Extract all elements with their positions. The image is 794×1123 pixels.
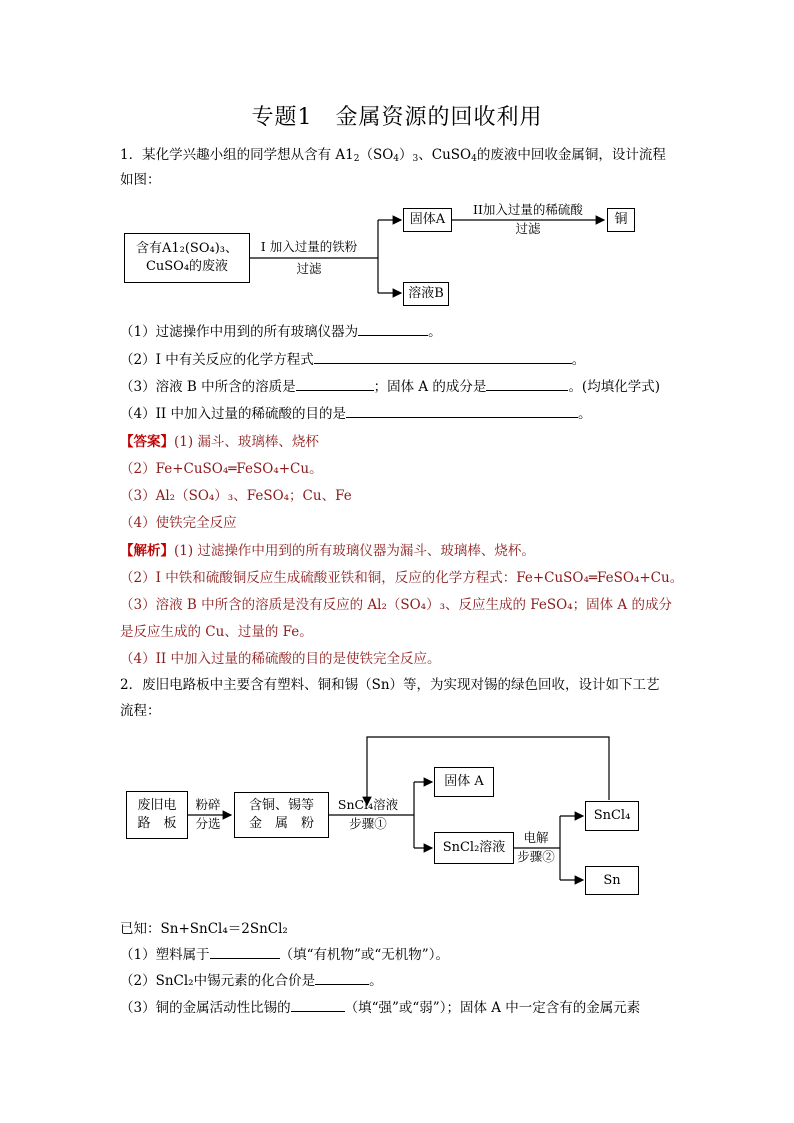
q1-answer4: （4）使铁完全反应: [120, 515, 237, 531]
q2-sub3: （3）铜的金属活动性比锡的 （填“强”或“弱”）；固体 A 中一定含有的金属元素: [120, 1000, 641, 1016]
q2-sncl2-box: SnCl₂溶液: [434, 832, 514, 864]
q2-sub1: （1）塑料属于 （填“有机物”或“无机物”）。: [120, 947, 449, 963]
q1-step1-sublabel: 过滤: [296, 261, 322, 276]
q1-sub3: （3）溶液 B 中所含的溶质是 ；固体 A 的成分是 。(均填化学式): [120, 379, 660, 395]
q2-step2-label: 电解: [523, 830, 549, 845]
q1-answer2: （2）Fe+CuSO₄═FeSO₄+Cu。: [120, 461, 323, 477]
q2-sub2: （2）SnCl₂中锡元素的化合价是 。: [120, 973, 383, 989]
q1-stem-line2: 如图：: [120, 172, 161, 188]
q2-sn-box: Sn: [585, 866, 639, 895]
q2-sncl4-box: SnCl₄: [585, 801, 639, 831]
q1-answer3: （3）Al₂（SO₄）₃、FeSO₄；Cu、Fe: [120, 488, 352, 504]
q2-sort-label: 分选: [195, 816, 221, 831]
q1-analysis2: （2）I 中铁和硫酸铜反应生成硫酸亚铁和铜，反应的化学方程式：Fe+CuSO₄═FeSO₄+Cu。: [120, 570, 684, 586]
q2-solid-a-box: 固体 A: [434, 767, 494, 797]
q1-analysis4: （4）II 中加入过量的稀硫酸的目的是使铁完全反应。: [120, 651, 441, 667]
q1-sub2: （2）I 中有关反应的化学方程式 。: [120, 352, 586, 368]
q1-step1-label: I 加入过量的铁粉: [260, 239, 358, 254]
q2-known: 已知：Sn+SnCl₄＝2SnCl₂: [120, 921, 288, 937]
q1-analysis3b: 是反应生成的 Cu、过量的 Fe。: [120, 624, 313, 640]
q2-stem-line1: 2．废旧电路板中主要含有塑料、铜和锡（Sn）等，为实现对锡的绿色回收，设计如下工艺: [120, 677, 660, 693]
q1-step2-label: II加入过量的稀硫酸: [473, 202, 583, 217]
q1-start-box: 含有A1₂(SO₄)₃、 CuSO₄的废液: [124, 233, 250, 283]
q2-waste-board-box: 废旧电 路 板: [126, 791, 188, 839]
q1-analysis1: 【解析】(1) 过滤操作中用到的所有玻璃仪器为漏斗、玻璃棒、烧杯。: [120, 543, 535, 559]
q2-stem-line2: 流程：: [120, 703, 161, 719]
q1-analysis3: （3）溶液 B 中所含的溶质是没有反应的 Al₂（SO₄）₃、反应生成的 FeSO₄；固体 A 的成分: [120, 597, 672, 613]
q2-crush-label: 粉碎: [195, 797, 221, 812]
q1-step2-sublabel: 过滤: [515, 221, 541, 236]
q1-answer1: 【答案】(1) 漏斗、玻璃棒、烧杯: [120, 434, 319, 450]
q1-stem-line1: 1．某化学兴趣小组的同学想从含有 $A1_2(SO_4)_3$、CuSO$_4$的废液中回收金属铜，设计流程: [120, 147, 666, 164]
q1-sub1: （1）过滤操作中用到的所有玻璃仪器为 。: [120, 324, 442, 340]
q2-step1-label: SnCl₄溶液: [337, 797, 399, 812]
q2-metal-powder-box: 含铜、锡等 金 属 粉: [234, 792, 329, 838]
q1-copper-box: 铜: [607, 208, 635, 232]
q1-solution-b-box: 溶液B: [403, 282, 449, 306]
q2-step1-sublabel: 步骤①: [349, 816, 387, 831]
page-title: 专题1 金属资源的回收利用: [251, 105, 543, 130]
q1-sub4: （4）II 中加入过量的稀硫酸的目的是 。: [120, 406, 592, 422]
q2-step2-sublabel: 步骤②: [517, 849, 555, 864]
q1-solid-a-box: 固体A: [403, 208, 452, 232]
